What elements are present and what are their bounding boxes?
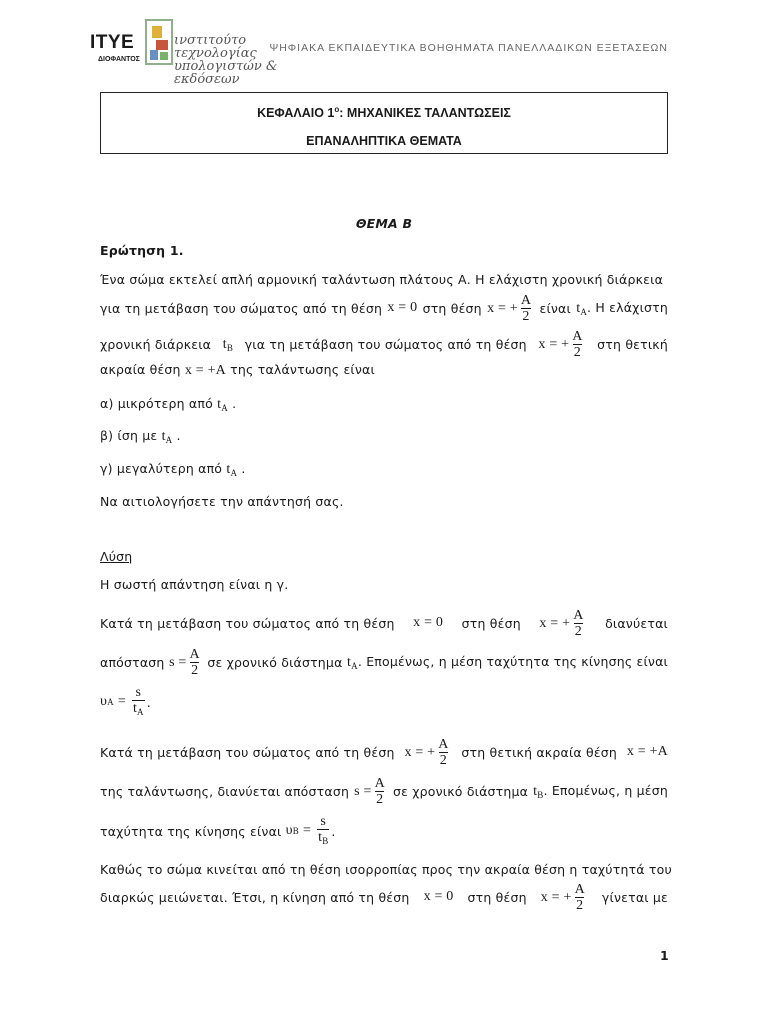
option-b: β) ίση με $t_A$ . — [100, 428, 181, 445]
option-c: γ) μεγαλύτερη από $t_A$ . — [100, 461, 246, 478]
logo-subtext: ΔΙΟΦΑΝΤΟΣ — [98, 56, 140, 63]
header-tagline: ΨΗΦΙΑΚΑ ΕΚΠΑΙΔΕΥΤΙΚΑ ΒΟΗΘΗΜΑΤΑ ΠΑΝΕΛΛΑΔΙΚΩΝ ΕΞΕΤΑΣΕΩΝ — [269, 42, 668, 54]
justify-instruction: Να αιτιολογήσετε την απάντησή σας. — [100, 494, 344, 509]
solution-line-6: ταχύτητα της κίνησης είναι υ B = $\frac{s}{t_B}$ . — [100, 811, 336, 851]
page-number: 1 — [660, 948, 669, 963]
solution-line-8: διαρκώς μειώνεται. Έτσι, η κίνηση από τη θέση x = 0 στη θέση x = + $\frac{A}{2}$ γίνεται με — [100, 881, 668, 913]
solution-line-7: Καθώς το σώμα κινείται από τη θέση ισορροπίας προς την ακραία θέση η ταχύτητά του — [100, 862, 672, 877]
question-label: Ερώτηση 1. — [100, 243, 184, 258]
solution-line-3: υ A = $\frac{s}{t_A}$ . — [100, 682, 151, 722]
solution-line-5: της ταλάντωσης, διανύεται απόσταση s = $\frac{A}{2}$ σε χρονικό διάστημα $t_B$. Επομένως, η μέση — [100, 775, 668, 807]
chapter-subtitle: ΕΠΑΝΑΛΗΠΤΙΚΑ ΘΕΜΑΤΑ — [306, 134, 462, 148]
logo-emblem-icon — [140, 16, 176, 68]
solution-line-1: Κατά τη μετάβαση του σώματος από τη θέση x = 0 στη θέση x = + $\frac{A}{2}$ διανύεται — [100, 607, 668, 639]
logo-line-3: υπολογιστών & εκδόσεων — [174, 59, 278, 87]
logo-line-2: τεχνολογίας — [174, 46, 257, 61]
question-line-2: για τη μετάβαση του σώματος από τη θέση x = 0 στη θέση x = + $\frac{A}{2}$ είναι $t_A$. Η ελάχιστη — [100, 292, 668, 324]
question-line-4: ακραία θέση x = +A της ταλάντωσης είναι — [100, 362, 375, 378]
chapter-title: ΚΕΦΑΛΑΙΟ $1^o$: ΜΗΧΑΝΙΚΕΣ ΤΑΛΑΝΤΩΣΕΙΣ — [257, 105, 511, 121]
question-line-1: Ένα σώμα εκτελεί απλή αρμονική ταλάντωση πλάτους Α. Η ελάχιστη χρονική διάρκεια — [100, 272, 664, 287]
solution-line-2: απόσταση s = $\frac{A}{2}$ σε χρονικό διάστημα $t_A$. Επομένως, η μέση ταχύτητα της κίνησης είναι — [100, 646, 668, 678]
question-line-3: χρονική διάρκεια $t_B$ για τη μετάβαση του σώματος από τη θέση x = + $\frac{A}{2}$ στη θετική — [100, 328, 668, 360]
solution-label: Λύση — [100, 549, 133, 564]
option-a: α) μικρότερη από $t_A$ . — [100, 396, 237, 413]
logo-brand: ITYE — [90, 32, 135, 53]
answer-text: Η σωστή απάντηση είναι η γ. — [100, 577, 289, 592]
section-title: ΘΕΜΑ Β — [355, 216, 413, 231]
chapter-title-box — [100, 92, 668, 154]
logo-line-1: ινστιτούτο — [174, 33, 247, 48]
solution-line-4: Κατά τη μετάβαση του σώματος από τη θέση x = + $\frac{A}{2}$ στη θετική ακραία θέση x = +A — [100, 736, 668, 768]
